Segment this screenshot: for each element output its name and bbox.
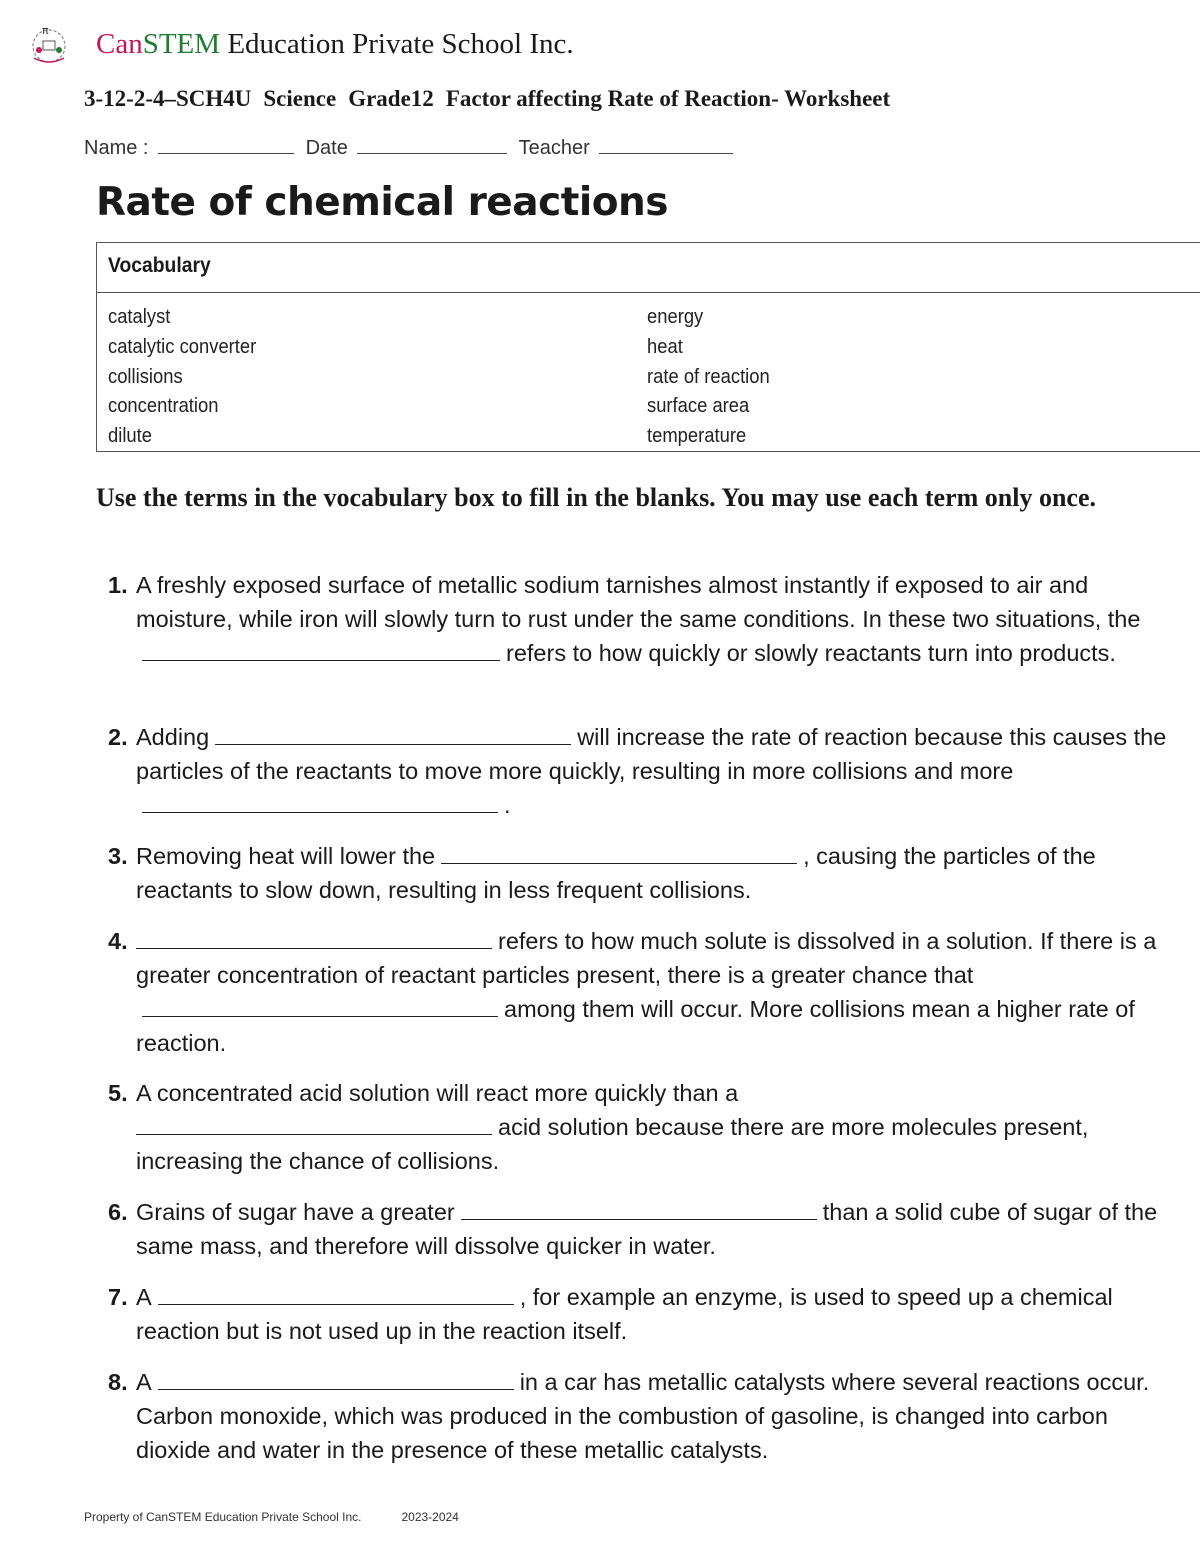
vocab-term: catalyst [108, 306, 171, 328]
date-label: Date [305, 137, 348, 159]
question-number: 8. [108, 1369, 128, 1395]
question-number: 4. [108, 928, 128, 954]
answer-blank[interactable] [142, 798, 498, 813]
question-text: Adding [136, 724, 210, 750]
brand-can: Can [96, 28, 143, 60]
question-number: 6. [108, 1199, 128, 1225]
question-text: refers to how much solute is dissolved in a solution. If there is a greater concentration of reactant particles present, there is a greater chance that [136, 928, 1157, 988]
answer-blank[interactable] [461, 1205, 817, 1220]
question-text: among them will occur. More collisions mean a higher rate of reaction. [136, 996, 1135, 1056]
course-code: 3-12-2-4–SCH4U [84, 86, 252, 111]
vocab-term: energy [647, 306, 704, 328]
page-title: Rate of chemical reactions [96, 180, 668, 225]
question-number: 1. [108, 572, 128, 598]
vocab-term: concentration [108, 395, 219, 418]
vocab-term: surface area [647, 395, 750, 418]
question-text: Removing heat will lower the [136, 843, 436, 869]
brand-rest: Education Private School Inc. [220, 28, 574, 60]
question-2 [108, 720, 1178, 822]
question-text: A [136, 1284, 152, 1310]
answer-blank[interactable] [136, 1120, 492, 1135]
question-text: , for example an enzyme, is used to speed up a chemical reaction but is not used up in the reaction itself. [136, 1284, 1113, 1344]
question-text: A [136, 1369, 152, 1395]
answer-blank[interactable] [158, 1375, 514, 1390]
teacher-label: Teacher [518, 137, 590, 159]
question-number: 5. [108, 1080, 128, 1106]
school-brand [96, 28, 574, 61]
course-title: Factor affecting Rate of Reaction- Worksheet [445, 86, 891, 111]
question-text: will increase the rate of reaction because this causes the particles of the reactants to move more quickly, resulting in more collisions and more [136, 724, 1167, 784]
question-number: 2. [108, 724, 128, 750]
question-number: 7. [108, 1284, 128, 1310]
student-info-row [84, 137, 739, 160]
question-text: A freshly exposed surface of metallic sodium tarnishes almost instantly if exposed to air and moisture, while iron will slowly turn to rust under the same conditions. In these two situations, the [136, 572, 1141, 632]
vocab-term: collisions [108, 365, 183, 388]
question-1 [108, 568, 1178, 670]
question-6 [108, 1195, 1178, 1263]
question-8 [108, 1365, 1178, 1467]
answer-blank[interactable] [142, 646, 500, 661]
question-5 [108, 1076, 1178, 1178]
name-blank[interactable] [158, 137, 294, 154]
answer-blank[interactable] [136, 934, 492, 949]
question-text: acid solution because there are more molecules present, increasing the chance of collisions. [136, 1114, 1089, 1174]
question-text: than a solid cube of sugar of the same mass, and therefore will dissolve quicker in water. [136, 1199, 1158, 1259]
vocabulary-header [97, 243, 1200, 293]
question-text: Grains of sugar have a greater [136, 1199, 455, 1225]
teacher-blank[interactable] [599, 137, 733, 154]
question-number: 3. [108, 843, 128, 869]
brand-stem: STEM [142, 28, 221, 60]
footer-property: Property of CanSTEM Education Private School Inc. [84, 1510, 362, 1524]
name-label: Name : [84, 137, 149, 159]
vocab-term: catalytic converter [108, 335, 257, 358]
vocab-term: dilute [108, 425, 152, 448]
question-7 [108, 1280, 1178, 1348]
question-text: . [504, 792, 511, 818]
answer-blank[interactable] [215, 730, 571, 745]
vocab-term: rate of reaction [647, 365, 770, 388]
course-grade: Grade12 [348, 86, 434, 111]
vocab-term: heat [647, 335, 683, 358]
question-text: in a car has metallic catalysts where several reactions occur. Carbon monoxide, which was produced in the combustion of gasoline, is changed into carbon dioxide and water in the presence of these metallic catalysts. [136, 1369, 1150, 1463]
question-text: refers to how quickly or slowly reactants turn into products. [506, 640, 1116, 666]
footer-year: 2023-2024 [401, 1510, 459, 1524]
vocabulary-heading: Vocabulary [108, 254, 211, 277]
course-line [84, 86, 890, 112]
vocabulary-right-column [647, 303, 780, 452]
answer-blank[interactable] [158, 1290, 514, 1305]
question-text: , causing the particles of the reactants to slow down, resulting in less frequent collisions. [136, 843, 1096, 903]
vocab-term: temperature [647, 425, 747, 448]
course-subject: Science [263, 86, 337, 111]
school-logo-icon [26, 20, 72, 68]
question-3 [108, 839, 1178, 907]
answer-blank[interactable] [142, 1002, 498, 1017]
instructions: Use the terms in the vocabulary box to fill in the blanks. You may use each term only once. [96, 483, 1097, 512]
footer [84, 1510, 459, 1524]
question-4 [108, 924, 1178, 1060]
svg-text:π: π [42, 24, 49, 37]
vocabulary-box [96, 242, 1200, 452]
question-text: A concentrated acid solution will react more quickly than a [136, 1080, 739, 1106]
answer-blank[interactable] [441, 849, 797, 864]
date-blank[interactable] [357, 137, 507, 154]
vocabulary-left-column [108, 303, 269, 452]
